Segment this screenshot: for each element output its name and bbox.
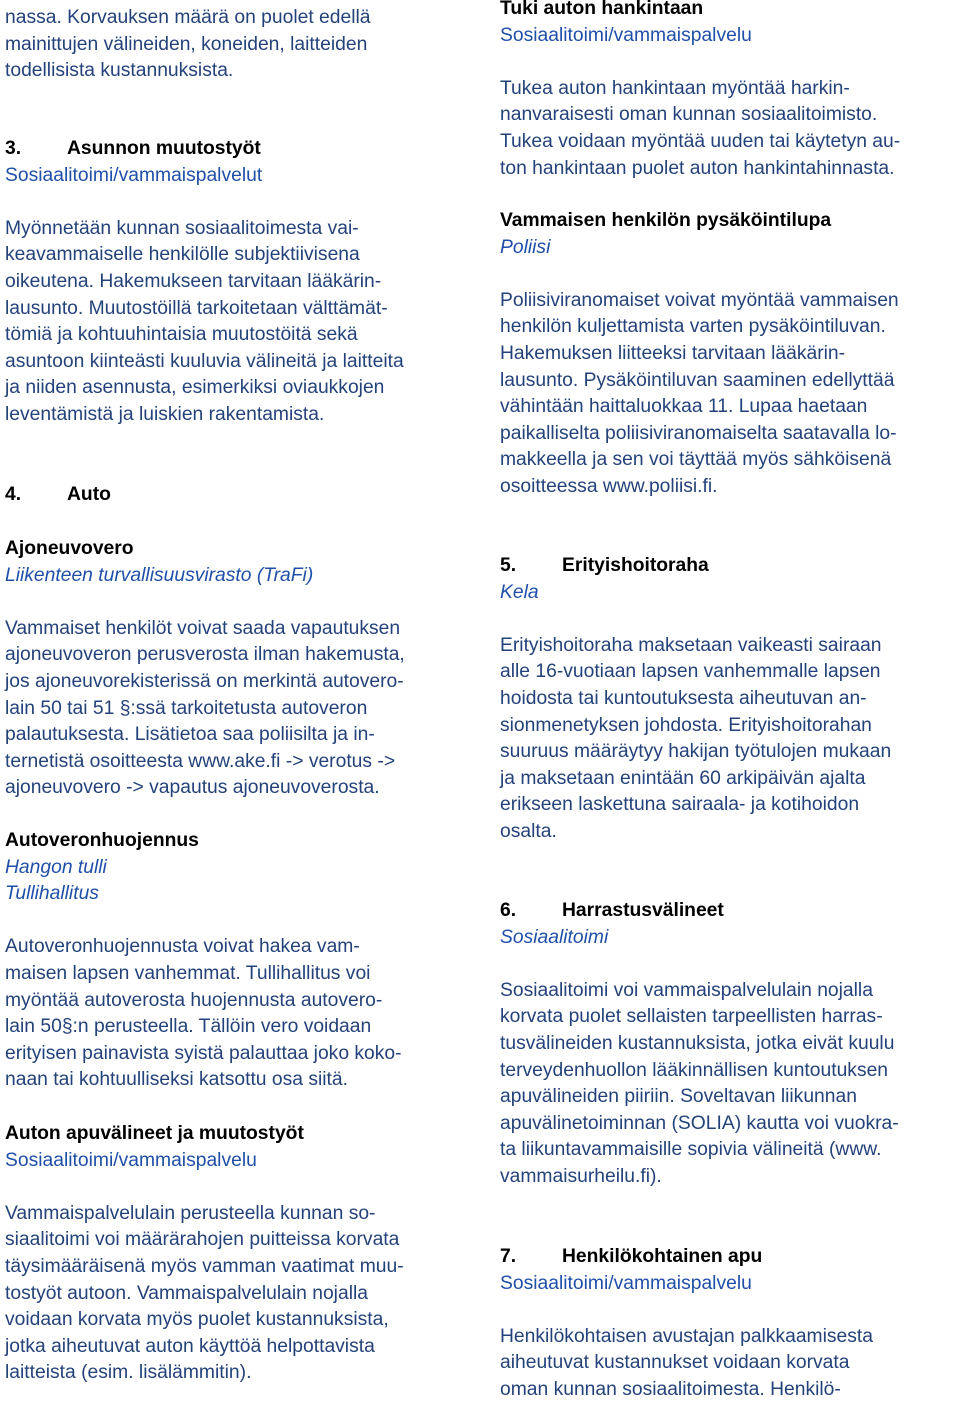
- section-6: [500, 898, 899, 1191]
- section-number: 3.: [5, 138, 22, 159]
- text-line: täysimääräisenä myös vamman vaatimat muu-: [5, 1255, 404, 1277]
- subsection-hankinta: [500, 0, 900, 182]
- text-line: jos ajoneuvorekisterissä on merkintä autovero-: [5, 670, 404, 692]
- text-line: siaalitoimi voi määrärahojen puitteissa korvata: [5, 1229, 400, 1251]
- text-line: leventämistä ja luiskien rakentamista.: [5, 403, 325, 425]
- text-line: Hakemuksen liitteeksi tarvitaan lääkärin-: [500, 342, 846, 364]
- subsection-provider: Hangon tulli: [5, 856, 107, 878]
- text-line: jotka aiheutuvat auton käyttöä helpottavista: [5, 1335, 375, 1357]
- section-title: Erityishoitoraha: [562, 555, 709, 576]
- text-line: henkilön kuljettamista varten pysäköintiluvan.: [500, 316, 886, 338]
- text-line: Sosiaalitoimi voi vammaispalvelulain nojalla: [500, 979, 873, 1001]
- text-line: Tukea voidaan myöntää uuden tai käytetyn au-: [500, 130, 901, 152]
- text-line: tostyöt autoon. Vammaispalvelulain nojalla: [5, 1282, 368, 1304]
- text-line: maisen lapsen vanhemmat. Tullihallitus voi: [5, 962, 371, 984]
- text-line: myöntää autoverosta huojennusta autovero-: [5, 989, 383, 1011]
- text-line: ternetistä osoitteesta www.ake.fi -> verotus ->: [5, 750, 396, 772]
- text-line: lain 50 tai 51 §:ssä tarkoitetusta autoveron: [5, 697, 368, 719]
- text-line: erityisen painavista syistä palauttaa joko koko-: [5, 1042, 402, 1064]
- section-number: 7.: [500, 1246, 517, 1267]
- section-provider: Sosiaalitoimi: [500, 926, 609, 948]
- text-line: mainittujen välineiden, koneiden, laitteiden: [5, 33, 368, 55]
- text-line: makkeella ja sen voi täyttää myös sähköisenä: [500, 449, 892, 471]
- text-line: naan tai kohtuulliseksi katsottu osa siitä.: [5, 1069, 348, 1091]
- section-title: Harrastusvälineet: [562, 900, 724, 921]
- text-line: Tukea auton hankintaan myöntää harkin-: [500, 77, 850, 99]
- text-line: Vammaispalvelulain perusteella kunnan so-: [5, 1202, 376, 1224]
- text-line: terveydenhuollon lääkinnällisen kuntoutuksen: [500, 1059, 889, 1081]
- text-line: suuruus määräytyy hakijan työtulojen mukaan: [500, 741, 892, 763]
- subsection-provider: Sosiaalitoimi/vammaispalvelu: [500, 24, 752, 46]
- text-line: ja maksetaan enintään 60 arkipäivän ajalta: [500, 767, 866, 789]
- text-line: lain 50§:n perusteella. Tällöin vero voidaan: [5, 1016, 372, 1038]
- text-line: hoidosta tai kuntoutuksesta aiheutuvan an-: [500, 687, 867, 709]
- text-line: Myönnetään kunnan sosiaalitoimesta vai-: [5, 217, 359, 239]
- text-line: Henkilökohtaisen avustajan palkkaamisesta: [500, 1325, 873, 1347]
- section-title: Asunnon muutostyöt: [67, 138, 261, 159]
- text-line: keavammaiselle henkilölle subjektiivisena: [5, 244, 360, 266]
- text-line: apuvälinetoiminnan (SOLIA) kautta voi vuokra-: [500, 1112, 899, 1134]
- section-provider: Sosiaalitoimi/vammaispalvelut: [5, 164, 263, 186]
- section-7: [500, 1244, 873, 1404]
- text-line: asuntoon kiinteästi kuuluvia välineitä ja laitteita: [5, 350, 404, 372]
- text-line: lausunto. Pysäköintiluvan saaminen edellyttää: [500, 369, 895, 391]
- text-line: alle 16-vuotiaan lapsen vanhemmalle lapsen: [500, 661, 881, 683]
- text-line: paikalliselta poliisiviranomaiselta saatavalla lo-: [500, 422, 897, 444]
- text-line: lausunto. Muutostöillä tarkoitetaan välttämät-: [5, 297, 388, 319]
- text-line: vähintään haittaluokkaa 11. Lupaa haetaan: [500, 396, 868, 418]
- section-5: [500, 553, 891, 846]
- text-line: Autoveronhuojennusta voivat hakea vam-: [5, 936, 360, 958]
- text-line: nassa. Korvauksen määrä on puolet edellä: [5, 7, 371, 28]
- text-line: osoitteessa www.poliisi.fi.: [500, 475, 718, 497]
- subsection-provider: Liikenteen turvallisuusvirasto (TraFi): [5, 564, 314, 586]
- subsection-provider: Sosiaalitoimi/vammaispalvelu: [5, 1149, 257, 1171]
- text-line: aiheutuvat kustannukset voidaan korvata: [500, 1352, 850, 1374]
- subsection-provider: Tullihallitus: [5, 883, 99, 905]
- subsection-heading: Vammaisen henkilön pysäköintilupa: [500, 210, 832, 231]
- text-line: apuvälineiden piiriin. Soveltavan liikunnan: [500, 1086, 857, 1108]
- text-line: sionmenetyksen johdosta. Erityishoitorahan: [500, 714, 872, 736]
- text-line: vammaisurheilu.fi).: [500, 1165, 662, 1187]
- section-title: Auto: [67, 484, 111, 505]
- subsection-heading: Auton apuvälineet ja muutostyöt: [5, 1123, 304, 1144]
- text-line: ton hankintaan puolet auton hankintahinnasta.: [500, 157, 895, 179]
- subsection-autoveronhuojennus: [5, 828, 402, 1094]
- text-line: laitteista (esim. lisälämmitin).: [5, 1362, 252, 1384]
- text-line: tömiä ja kohtuuhintaisia muutostöitä sekä: [5, 324, 358, 346]
- text-line: voidaan korvata myös puolet kustannuksista,: [5, 1309, 389, 1331]
- intro-paragraph: [5, 5, 371, 85]
- subsection-apuvalineet: [5, 1121, 404, 1387]
- text-line: erikseen laskettuna sairaala- ja kotihoidon: [500, 794, 860, 816]
- section-number: 6.: [500, 900, 517, 921]
- subsection-heading: Tuki auton hankintaan: [500, 0, 704, 19]
- subsection-provider: Poliisi: [500, 236, 551, 258]
- section-3: [5, 136, 404, 429]
- text-line: Erityishoitoraha maksetaan vaikeasti sairaan: [500, 634, 882, 656]
- section-number: 4.: [5, 484, 22, 505]
- section-title: Henkilökohtainen apu: [562, 1246, 763, 1267]
- text-line: tusvälineiden kustannuksista, jotka eivät kuulu: [500, 1032, 895, 1054]
- text-line: ajoneuvovero -> vapautus ajoneuvoverosta.: [5, 777, 380, 799]
- text-line: Poliisiviranomaiset voivat myöntää vammaisen: [500, 289, 899, 311]
- text-line: ta liikuntavammaisille sopivia välineitä (www.: [500, 1139, 882, 1161]
- subsection-heading: Autoveronhuojennus: [5, 830, 199, 851]
- subsection-ajoneuvovero: [5, 536, 405, 802]
- text-line: oman kunnan sosiaalitoimesta. Henkilö-: [500, 1378, 841, 1400]
- text-line: ajoneuvoveron perusverosta ilman hakemusta,: [5, 644, 405, 666]
- section-4: [5, 482, 111, 509]
- text-line: osalta.: [500, 820, 557, 842]
- text-line: Vammaiset henkilöt voivat saada vapautuksen: [5, 617, 401, 639]
- text-line: todellisista kustannuksista.: [5, 60, 234, 82]
- text-line: nanvaraisesti oman kunnan sosiaalitoimisto.: [500, 104, 878, 126]
- text-line: ja niiden asennusta, esimerkiksi oviaukkojen: [5, 377, 385, 399]
- section-provider: Sosiaalitoimi/vammaispalvelu: [500, 1272, 752, 1294]
- section-provider: Kela: [500, 581, 539, 603]
- section-number: 5.: [500, 555, 517, 576]
- section-body: [5, 216, 404, 429]
- text-line: korvata puolet sellaisten tarpeellisten harras-: [500, 1006, 883, 1028]
- subsection-pysakointi: [500, 208, 899, 501]
- text-line: oikeutena. Hakemukseen tarvitaan lääkärin-: [5, 270, 382, 292]
- subsection-heading: Ajoneuvovero: [5, 538, 134, 559]
- text-line: palautuksesta. Lisätietoa saa poliisilta ja in-: [5, 724, 375, 746]
